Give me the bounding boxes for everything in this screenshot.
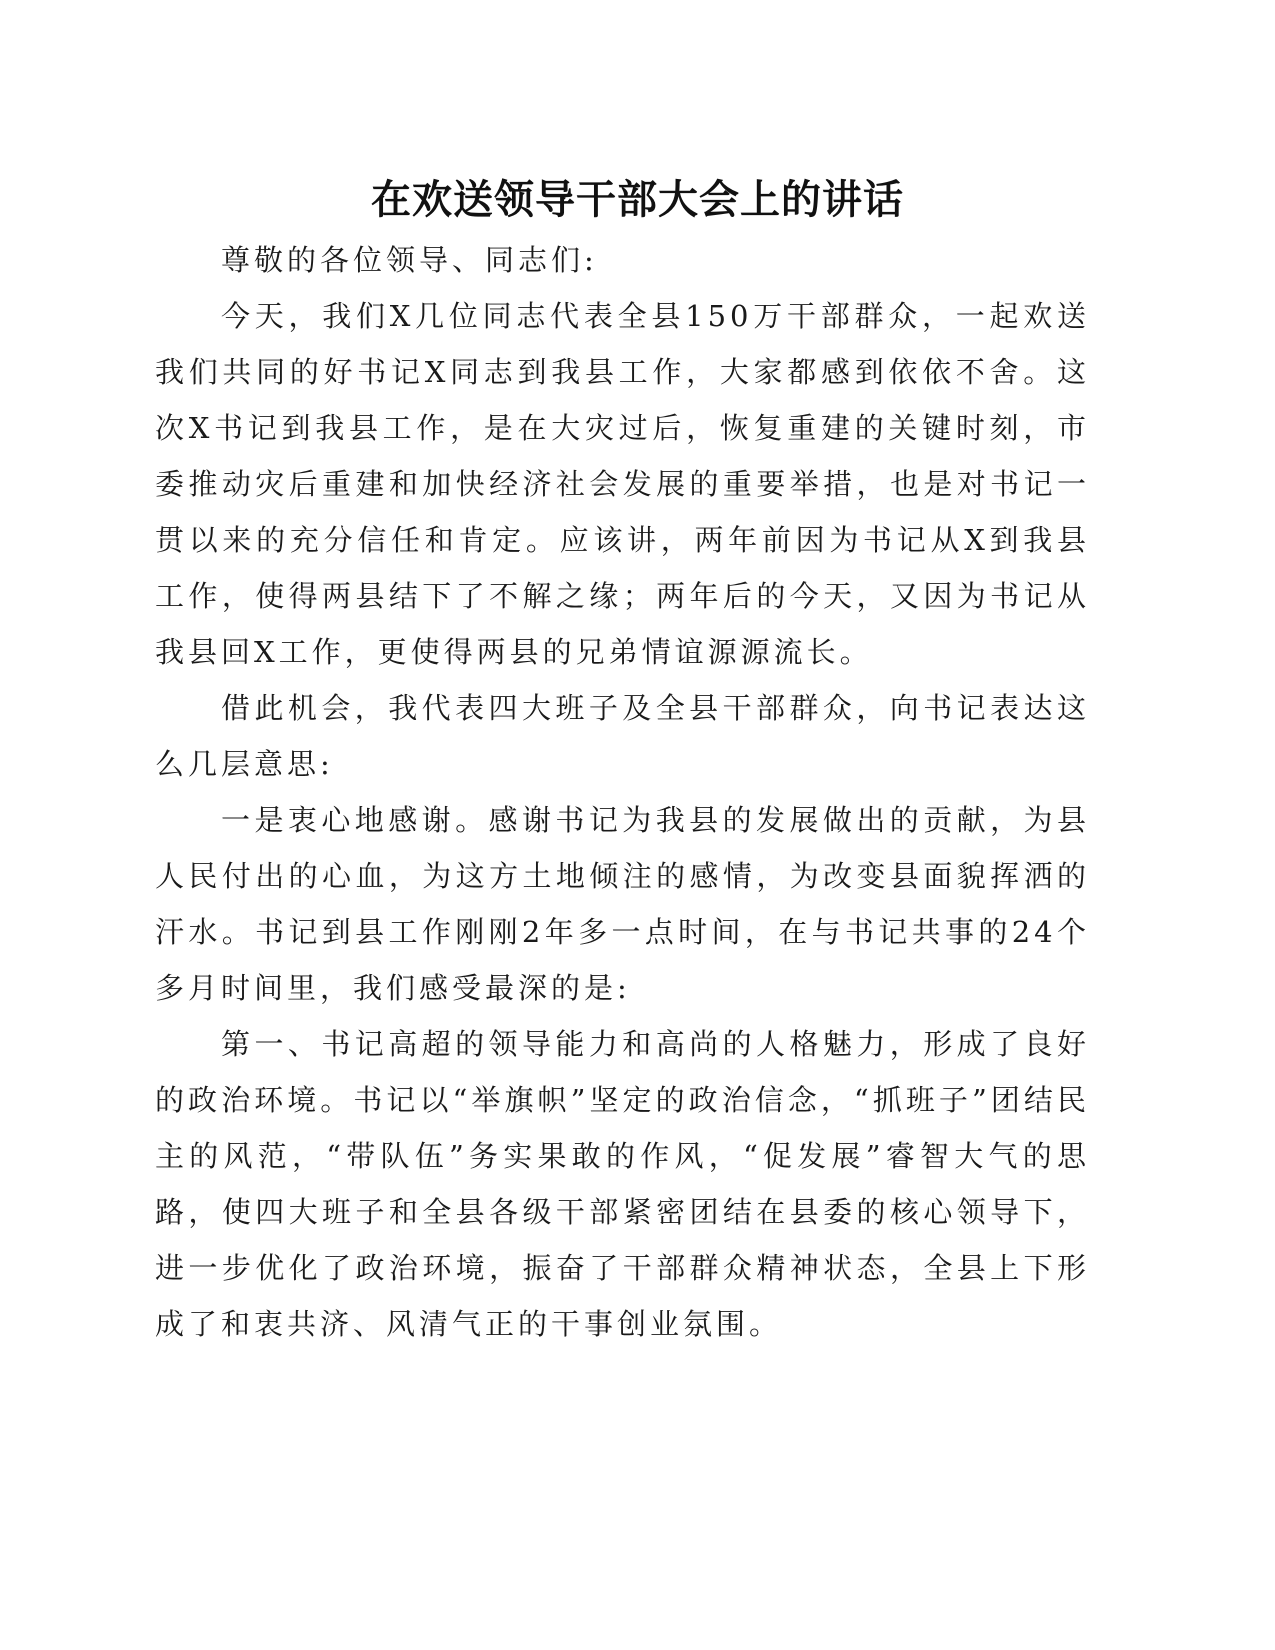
- document-title: 在欢送领导干部大会上的讲话: [371, 176, 904, 223]
- document-body: [155, 232, 1090, 1352]
- paragraph-thanks: 一是衷心地感谢。感谢书记为我县的发展做出的贡献，为县人民付出的心血，为这方土地倾注的感情，为改变县面貌挥洒的汗水。书记到县工作刚刚2年多一点时间，在与书记共事的24个多月时间里，我们感受最深的是:: [155, 803, 1090, 1005]
- paragraph-first-point: 第一、书记高超的领导能力和高尚的人格魅力，形成了良好的政治环境。书记以“举旗帜”坚定的政治信念，“抓班子”团结民主的风范，“带队伍”务实果敢的作风，“促发展”睿智大气的思路，使四大班子和全县各级干部紧密团结在县委的核心领导下，进一步优化了政治环境，振奋了干部群众精神状态，全县上下形成了和衷共济、风清气正的干事创业氛围。: [155, 1027, 1090, 1341]
- paragraph-intro: 借此机会，我代表四大班子及全县干部群众，向书记表达这么几层意思:: [155, 691, 1090, 781]
- paragraph-salutation: 尊敬的各位领导、同志们:: [221, 243, 598, 277]
- paragraph-opening: 今天，我们X几位同志代表全县150万干部群众，一起欢送我们共同的好书记X同志到我县工作，大家都感到依依不舍。这次X书记到我县工作，是在大灾过后，恢复重建的关键时刻，市委推动灾后重建和加快经济社会发展的重要举措，也是对书记一贯以来的充分信任和肯定。应该讲，两年前因为书记从X到我县工作，使得两县结下了不解之缘；两年后的今天，又因为书记从我县回X工作，更使得两县的兄弟情谊源源流长。: [155, 299, 1090, 669]
